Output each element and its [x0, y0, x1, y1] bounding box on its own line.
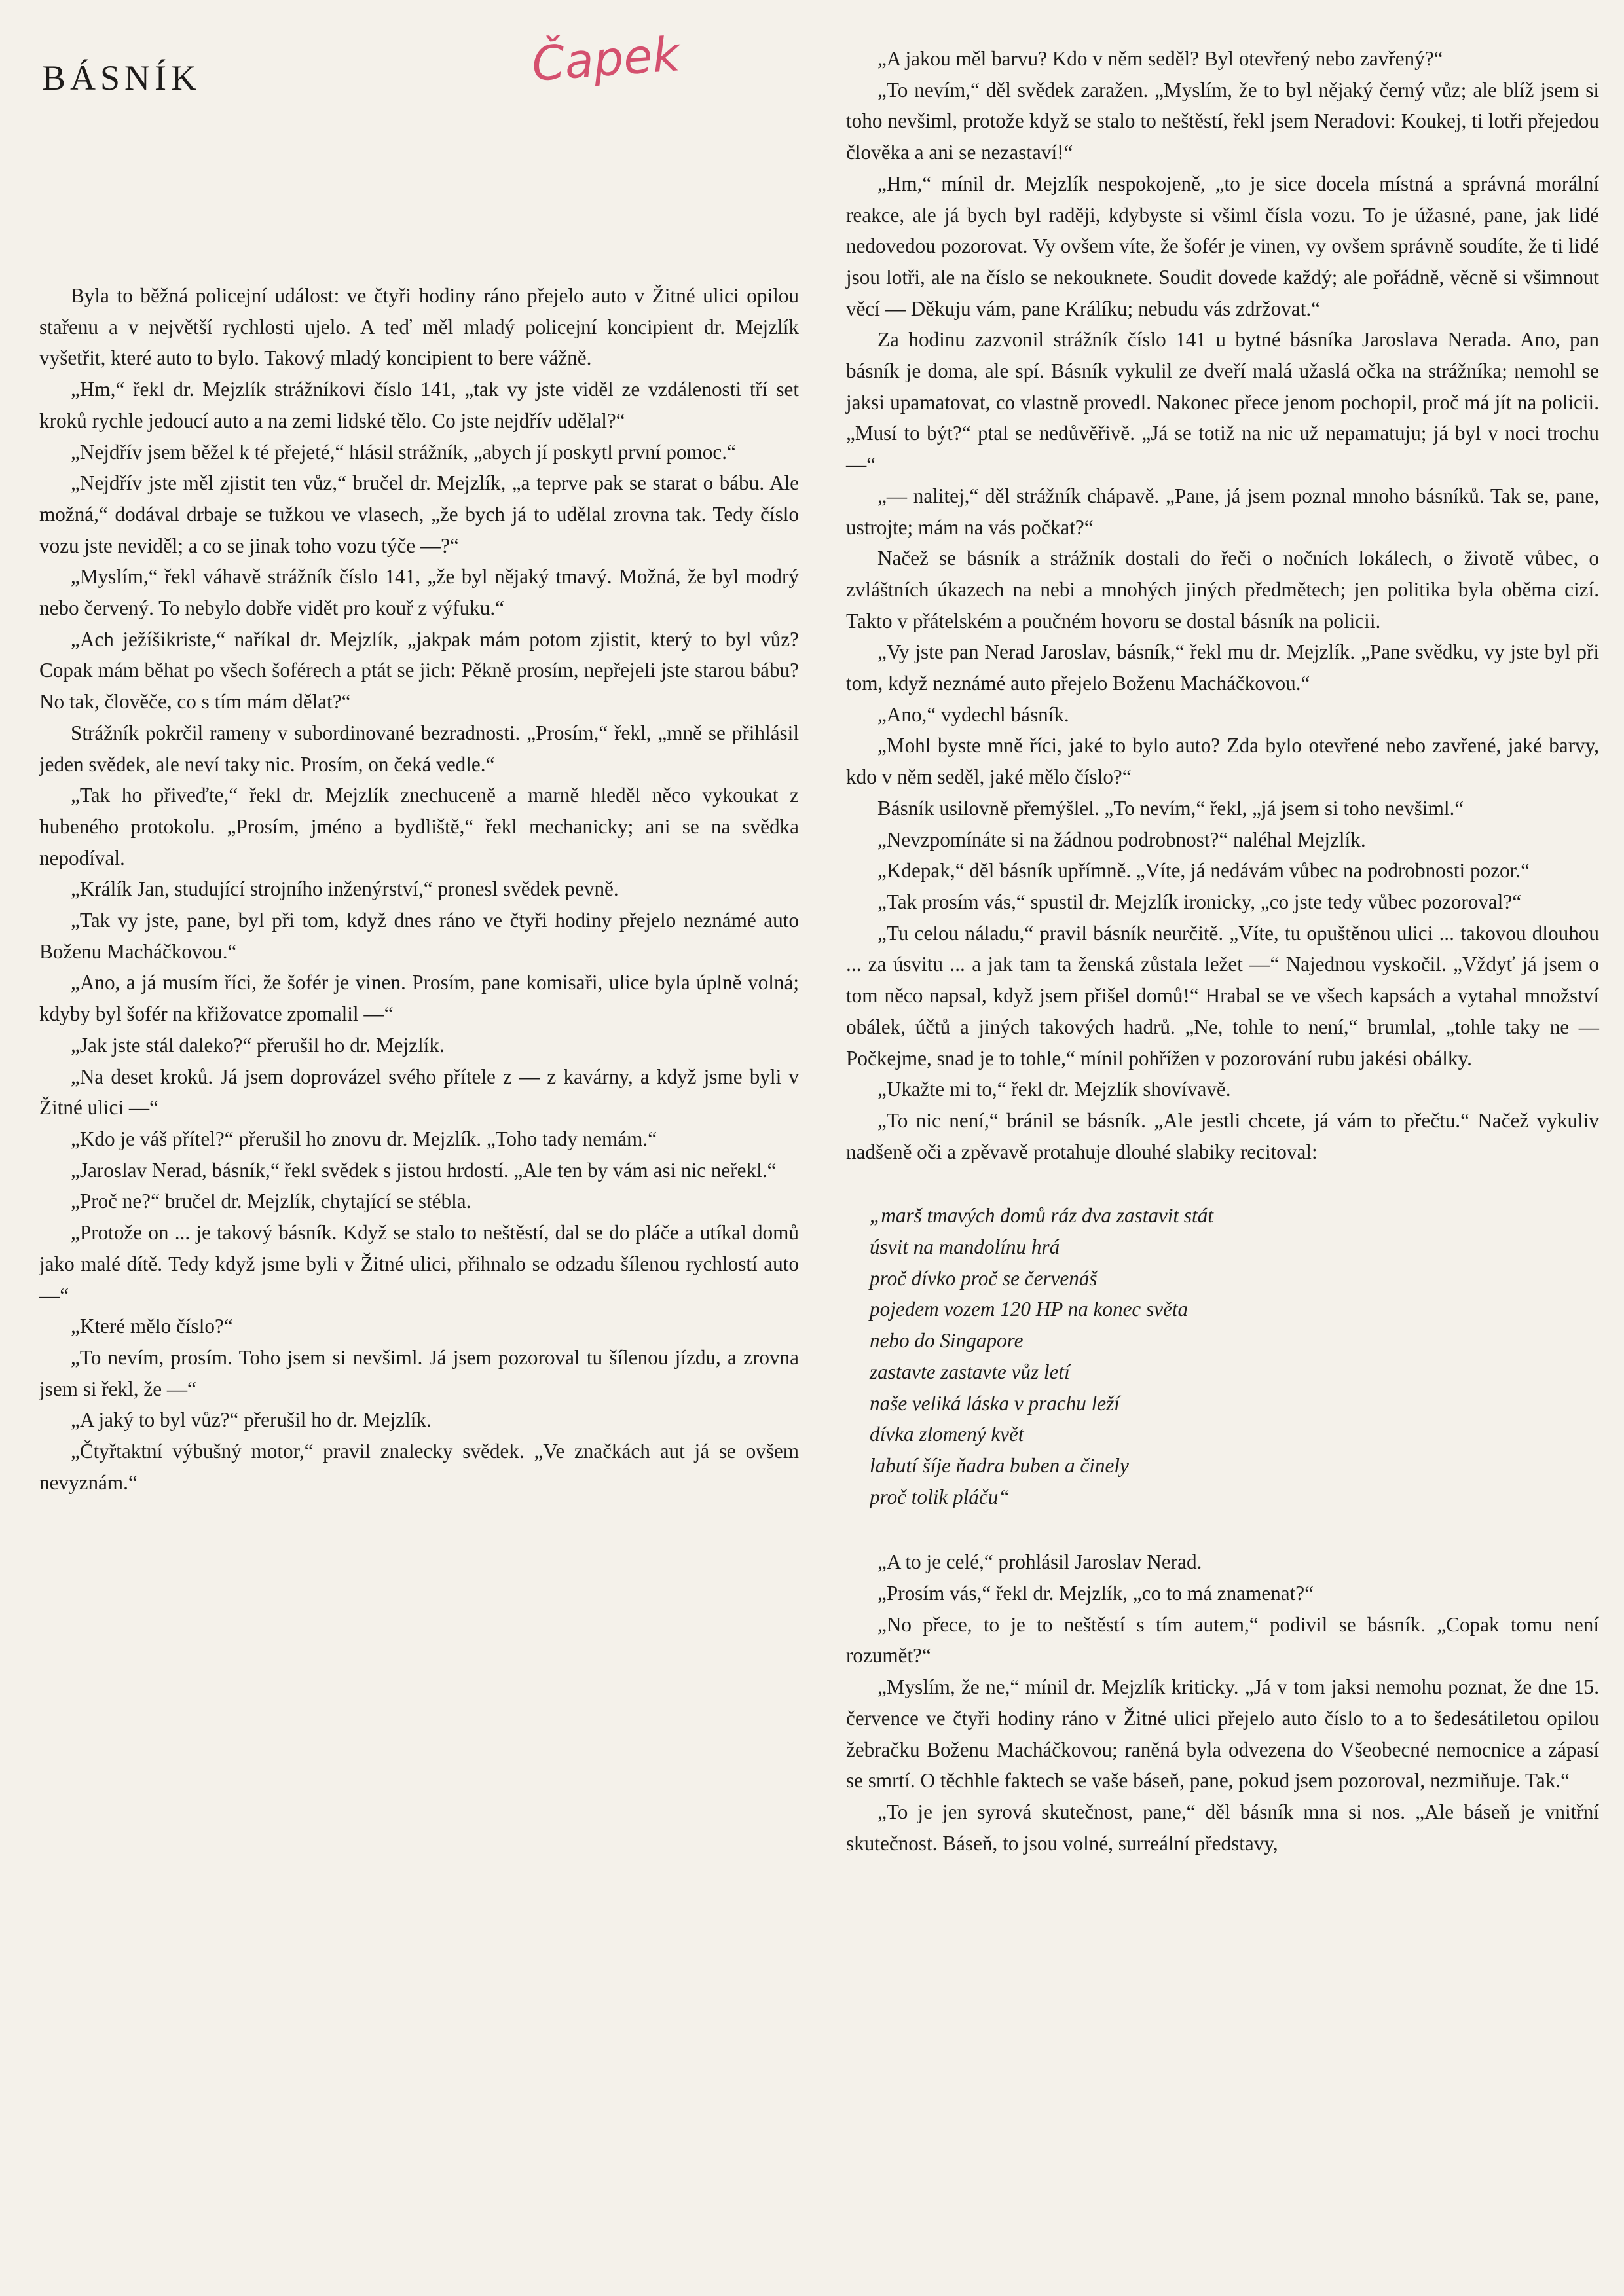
paragraph: „Čtyřtaktní výbušný motor,“ pravil znalecky svědek. „Ve značkách aut já se ovšem nevyznám.“ [39, 1440, 799, 1494]
paragraph: „Ano,“ vydechl básník. [877, 702, 1069, 726]
paragraph: „Nejdřív jste měl zjistit ten vůz,“ bručel dr. Mejzlík, „a teprve pak se starat o bábu. Ale možná,“ dodával drbaje se tužkou ve vlasech, „že bych já to udělal zrovna tak. Tedy číslo vozu jste neviděl; a co se jinak toho vozu týče —?“ [39, 471, 799, 557]
paragraph: Za hodinu zazvonil strážník číslo 141 u bytné básníka Jaroslava Nerada. Ano, pan básník je doma, ale spí. Básník vykulil ze dveří malá užaslá očka na strážníka; nemohl se jaksi upamatovat, co vlastně provedl. Nakonec přece jenom pochopil, proč má jít na policii. „Musí to být?“ ptal se nedůvěřivě. „Já se totiž na nic už nepamatuju; já byl v noci trochu —“ [846, 328, 1599, 477]
paragraph: „Na deset kroků. Já jsem doprovázel svého přítele z — z kavárny, a když jsme byli v Žitné ulici —“ [39, 1065, 799, 1120]
poem-line: proč dívko proč se červenáš [870, 1266, 1098, 1290]
poem-line: úsvit na mandolínu hrá [870, 1235, 1060, 1259]
paragraph: Načež se básník a strážník dostali do řeči o nočních lokálech, o životě vůbec, o zvláštních úkazech na nebi a mnohých jiných předmětech; jen politika byla oběma cizí. Takto v přátelském a poučném hovoru se dostal básník na policii. [846, 547, 1599, 632]
paragraph: „Tak prosím vás,“ spustil dr. Mejzlík ironicky, „co jste tedy vůbec pozoroval?“ [877, 890, 1522, 913]
paragraph: „Tak ho přiveďte,“ řekl dr. Mejzlík znechuceně a marně hleděl něco vykoukat z hubeného protokolu. „Prosím, jméno a bydliště,“ řekl mechanicky; ani se na svědka nepodíval. [39, 784, 799, 869]
paragraph: „— nalitej,“ děl strážník chápavě. „Pane, já jsem poznal mnoho básníků. Tak se, pane, ustrojte; mám na vás počkat?“ [846, 484, 1599, 539]
poem [870, 1200, 1599, 1512]
paragraph: „Ano, a já musím říci, že šofér je vinen. Prosím, pane komisaři, ulice byla úplně volná; kdyby byl šofér na křižovatce zpomalil —“ [39, 971, 799, 1026]
poem-line: naše veliká láska v prachu leží [870, 1391, 1120, 1415]
paragraph: „Myslím,“ řekl váhavě strážník číslo 141, „že byl nějaký tmavý. Možná, že byl modrý nebo červený. To nebylo dobře vidět pro kouř z výfuku.“ [39, 565, 799, 620]
paragraph: „Vy jste pan Nerad Jaroslav, básník,“ řekl mu dr. Mejzlík. „Pane svědku, vy jste byl při tom, když neznámé auto přejelo Boženu Macháčkovou.“ [846, 640, 1599, 695]
paragraph: „To je jen syrová skutečnost, pane,“ děl básník mna si nos. „Ale báseň je vnitřní skutečnost. Báseň, to jsou volné, surreální představy, [846, 1800, 1599, 1855]
poem-line: labutí šíje ňadra buben a činely [870, 1453, 1129, 1477]
paragraph: „A to je celé,“ prohlásil Jaroslav Nerad. [877, 1550, 1202, 1574]
paragraph: „A jaký to byl vůz?“ přerušil ho dr. Mejzlík. [71, 1408, 432, 1432]
paragraph: „Hm,“ mínil dr. Mejzlík nespokojeně, „to je sice docela místná a správná morální reakce, ale já bych byl raději, kdybyste si všiml čísla vozu. To je úžasné, pane, jak lidé nedovedou pozorovat. Vy ovšem víte, že šofér je vinen, vy ovšem správně soudíte, že ti lidé jsou lotři, ale na číslo se nekouknete. Soudit dovede každý; ale pořádně, věcně si všimnout věcí — Děkuju vám, pane Králíku; nebudu vás zdržovat.“ [846, 172, 1599, 320]
paragraph: „Myslím, že ne,“ mínil dr. Mejzlík kriticky. „Já v tom jaksi nemohu poznat, že dne 15. července ve čtyři hodiny ráno v Žitné ulici přejelo auto číslo to a to šedesátiletou opilou žebračku Boženu Macháčkovou; raněná byla odvezena do Všeobecné nemocnice a zápasí se smrtí. O těchhle faktech se vaše báseň, pane, pokud jsem pozoroval, nezmiňuje. Tak.“ [846, 1675, 1599, 1793]
poem-line: zastavte zastavte vůz letí [870, 1360, 1070, 1383]
paragraph: „Prosím vás,“ řekl dr. Mejzlík, „co to má znamenat?“ [877, 1582, 1314, 1605]
left-column [39, 280, 799, 1498]
poem-line: proč tolik pláču“ [870, 1485, 1010, 1508]
page-title: BÁSNÍK [42, 58, 202, 98]
paragraph: „Hm,“ řekl dr. Mejzlík strážníkovi číslo 141, „tak vy jste viděl ze vzdálenosti tří set kroků rychle jedoucí auto a na zemi lidské tělo. Co jste nejdřív udělal?“ [39, 378, 799, 432]
paragraph: „Ukažte mi to,“ řekl dr. Mejzlík shovívavě. [877, 1078, 1231, 1101]
paragraph: „Jaroslav Nerad, básník,“ řekl svědek s jistou hrdostí. „Ale ten by vám asi nic neřekl.“ [71, 1158, 777, 1182]
paragraph: „No přece, to je to neštěstí s tím autem,“ podivil se básník. „Copak tomu není rozumět?“ [846, 1613, 1599, 1667]
paragraph: „Nevzpomínáte si na žádnou podrobnost?“ naléhal Mejzlík. [877, 828, 1366, 851]
paragraph: „Nejdřív jsem běžel k té přejeté,“ hlásil strážník, „abych jí poskytl první pomoc.“ [71, 440, 736, 464]
paragraph: „Kdo je váš přítel?“ přerušil ho znovu dr. Mejzlík. „Toho tady nemám.“ [71, 1127, 657, 1150]
paragraph: Byla to běžná policejní událost: ve čtyři hodiny ráno přejelo auto v Žitné ulici opilou stařenu a v největší rychlosti ujelo. A teď měl mladý policejní koncipient dr. Mejzlík vyšetřit, které auto to bylo. Takový mladý koncipient to bere vážně. [39, 284, 799, 370]
paragraph: „Jak jste stál daleko?“ přerušil ho dr. Mejzlík. [71, 1033, 445, 1057]
paragraph: „Králík Jan, studující strojního inženýrství,“ pronesl svědek pevně. [71, 877, 619, 901]
poem-line: nebo do Singapore [870, 1329, 1024, 1353]
paragraph: Básník usilovně přemýšlel. „To nevím,“ řekl, „já jsem si toho nevšiml.“ [877, 796, 1464, 820]
paragraph: „Tu celou náladu,“ pravil básník neurčitě. „Víte, tu opuštěnou ulici ... takovou dlouhou ... za úsvitu ... a jak tam ta ženská zůstala ležet —“ Najednou vyskočil. „Vždyť já jsem o tom něco napsal, když jsem přišel domů!“ Hrabal se ve všech kapsách a vytahal množství obálek, účtů a jiných takových hadrů. „Ne, tohle to není,“ brumlal, „tohle taky ne — Počkejme, snad je to tohle,“ mínil pohřížen v pozorování rubu jakési obálky. [846, 921, 1599, 1070]
poem-line: pojedem vozem 120 HP na konec světa [870, 1298, 1189, 1321]
poem-line: „marš tmavých domů ráz dva zastavit stát [870, 1204, 1213, 1228]
paragraph: „Proč ne?“ bručel dr. Mejzlík, chytající se stébla. [71, 1190, 471, 1213]
paragraph: „To nic není,“ bránil se básník. „Ale jestli chcete, já vám to přečtu.“ Načež vykuliv nadšeně oči a zpěvavě protahuje dlouhé slabiky recitoval: [846, 1108, 1599, 1163]
paragraph: „Ach ježíšikriste,“ naříkal dr. Mejzlík, „jakpak mám potom zjistit, který to byl vůz? Copak mám běhat po všech šoférech a ptát se jich: Pěkně prosím, nepřejeli jste starou bábu? No tak, člověče, co s tím mám dělat?“ [39, 627, 799, 714]
paragraph: „To nevím,“ děl svědek zaražen. „Myslím, že to byl nějaký černý vůz; ale blíž jsem si toho nevšiml, protože když se stalo to neštěstí, řekl jsem Neradovi: Koukej, ti lotři přejedou člověka a ani se nezastaví!“ [846, 78, 1599, 164]
paragraph: „Protože on ... je takový básník. Když se stalo to neštěstí, dal se do pláče a utíkal domů jako malé dítě. Tedy když jsme byli v Žitné ulici, přihnalo se odzadu šílenou rychlostí auto —“ [39, 1221, 799, 1307]
poem-line: dívka zlomený květ [870, 1423, 1024, 1446]
paragraph: „To nevím, prosím. Toho jsem si nevšiml. Já jsem pozoroval tu šílenou jízdu, a zrovna jsem si řekl, že —“ [39, 1345, 799, 1400]
paragraph: Strážník pokrčil rameny v subordinované bezradnosti. „Prosím,“ řekl, „mně se přihlásil jeden svědek, ale neví taky nic. Prosím, on čeká vedle.“ [39, 721, 799, 776]
paragraph: „Mohl byste mně říci, jaké to bylo auto? Zda bylo otevřené nebo zavřené, jaké barvy, kdo v něm seděl, jaké mělo číslo?“ [846, 734, 1599, 789]
paragraph: „Kdepak,“ děl básník upřímně. „Víte, já nedávám vůbec na podrobnosti pozor.“ [877, 859, 1530, 883]
handwritten-note: Čapek [530, 26, 682, 92]
paragraph: „Které mělo číslo?“ [71, 1315, 233, 1338]
paragraph: „Tak vy jste, pane, byl při tom, když dnes ráno ve čtyři hodiny přejelo neznámé auto Boženu Macháčkovou.“ [39, 909, 799, 963]
right-column [846, 43, 1599, 1859]
paragraph: „A jakou měl barvu? Kdo v něm seděl? Byl otevřený nebo zavřený?“ [877, 47, 1443, 70]
